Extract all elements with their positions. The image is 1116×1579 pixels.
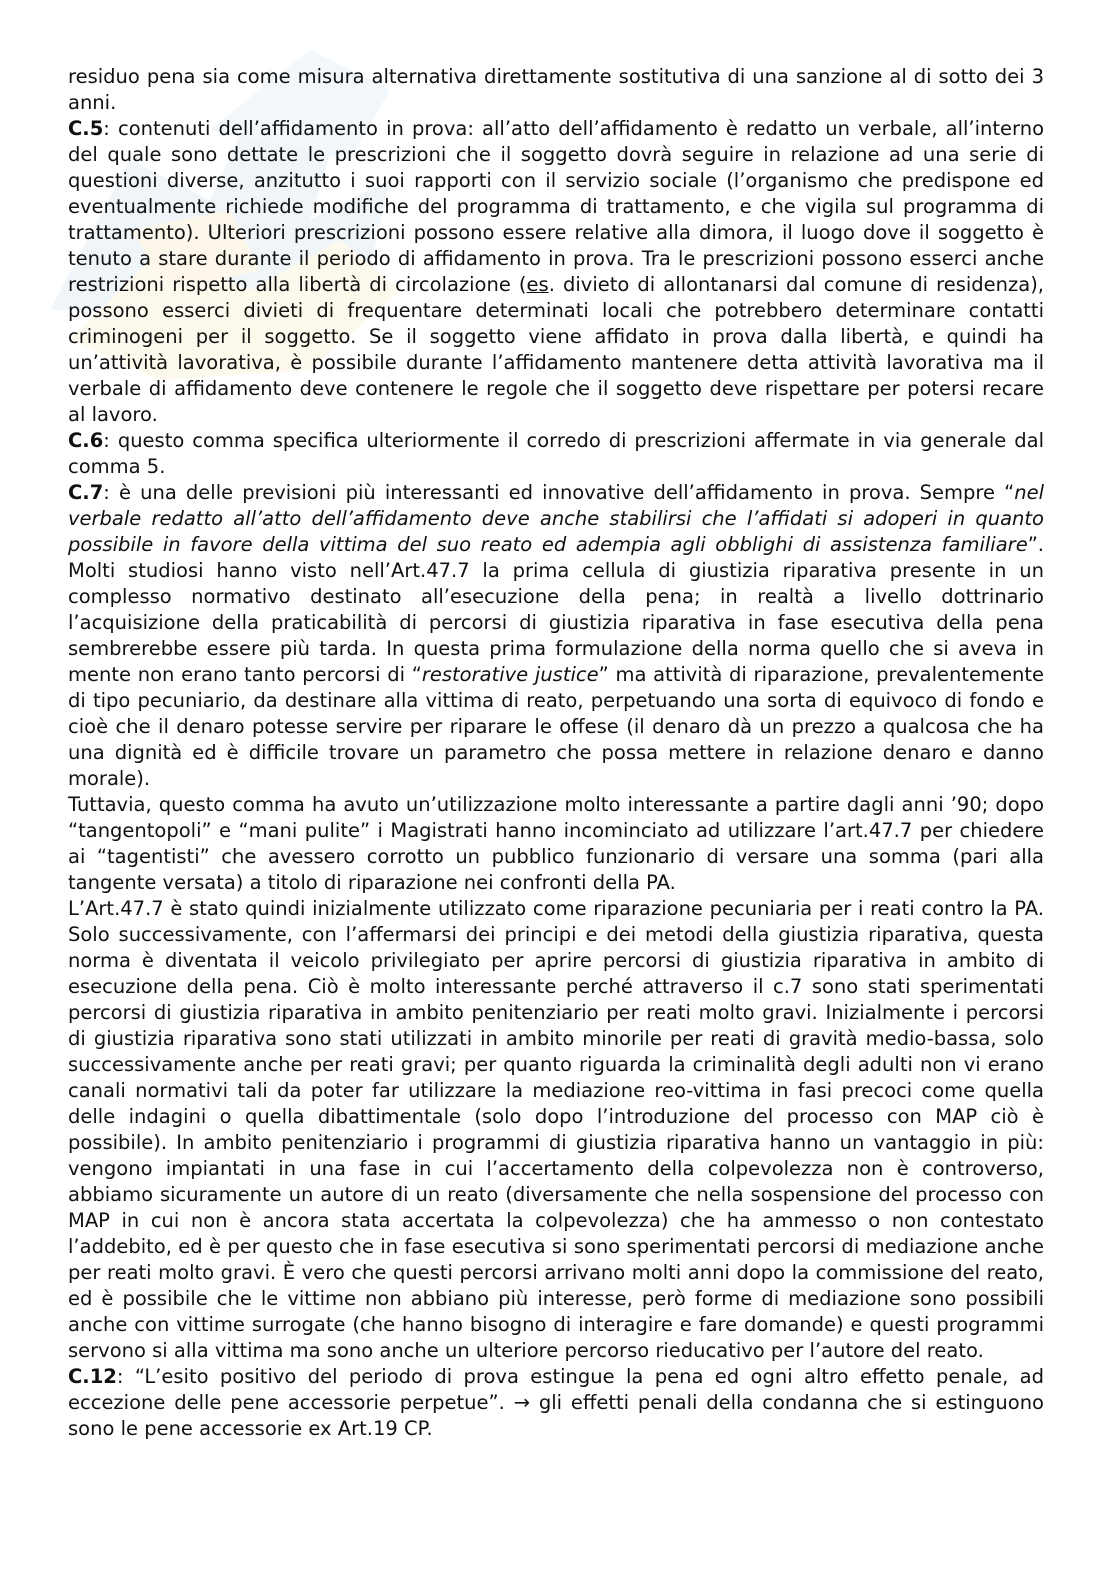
paragraph-art47: L’Art.47.7 è stato quindi inizialmente utilizzato come riparazione pecuniaria per i reati contro la PA. Solo successivamente, con l’affermarsi dei principi e dei metodi della giustizia riparativa, questa norma è diventata il veicolo privilegiato per aprire percorsi di giustizia riparativa in ambito di esecuzione della pena. Ciò è molto interessante perché attraverso il c.7 sono stati sperimentati percorsi di giustizia riparativa in ambito penitenziario per reati molto gravi. Inizialmente i percorsi di giustizia riparativa sono stati utilizzati in ambito minorile per reati di gravità medio-bassa, solo successivamente anche per reati gravi; per quanto riguarda la criminalità degli adulti non vi erano canali normativi tali da poter far utilizzare la mediazione reo-vittima in fasi precoci come quella delle indagini o quella dibattimentale (solo dopo l’introduzione del processo con MAP ciò è possibile). In ambito penitenziario i programmi di giustizia riparativa hanno un vantaggio in più: vengono impiantati in una fase in cui l’accertamento della colpevolezza non è controverso, abbiamo sicuramente un autore di un reato (diversamente che nella sospensione del processo con MAP in cui non è ancora stata accertata la colpevolezza) che ha ammesso o non contestato l’addebito, ed è per questo che in fase esecutiva si sono sperimentati percorsi di mediazione anche per reati molto gravi. È vero che questi percorsi arrivano molti anni dopo la commissione del reato, ed è possibile che le vittime non abbiano più interesse, però forme di mediazione sono possibili anche con vittime surrogate (che hanno bisogno di interagire e fare domande) e questi programmi servono si alla vittima ma sono anche un ulteriore percorso rieducativo per l’autore del reato. (68, 897, 1044, 1362)
document-body (68, 64, 1044, 1442)
comma-label-c6: C.6 (68, 429, 104, 452)
paragraph-c5 (68, 116, 1044, 428)
c7-text-part3: ” ma attività di riparazione, prevalentemente di tipo pecuniario, da destinare alla vittima di reato, perpetuando una sorta di equivoco di fondo e cioè che il denaro potesse servire per riparare le offese (il denaro dà un prezzo a qualcosa che ha una dignità ed è difficile trovare un parametro che possa mettere in relazione denaro e danno morale). (68, 663, 1045, 790)
paragraph-c12 (68, 1364, 1044, 1442)
c5-text-part2: . divieto di allontanarsi dal comune di residenza), possono esserci divieti di frequentare determinati locali che potrebbero determinare contatti criminogeni per il soggetto. Se il soggetto viene affidato in prova dalla libertà, e quindi ha un’attività lavorativa, è possibile durante l’affidamento mantenere detta attività lavorativa ma il verbale di affidamento deve contenere le regole che il soggetto deve rispettare per potersi recare al lavoro. (68, 273, 1045, 426)
paragraph-c7 (68, 480, 1044, 792)
c7-text-part2: ”. Molti studiosi hanno visto nell’Art.47.7 la prima cellula di giustizia riparativa presente in un complesso normativo destinato all’esecuzione della pena; in realtà a livello dottrinario l’acquisizione della praticabilità di percorsi di giustizia riparativa in fase esecutiva della pena sembrerebbe essere più tarda. In questa prima formulazione della norma quello che si aveva in mente non erano tanto percorsi di “ (68, 533, 1044, 686)
c7-text-part1: : è una delle previsioni più interessanti ed innovative dell’affidamento in prova. Sempre “ (103, 481, 1015, 504)
comma-label-c12: C.12 (68, 1365, 117, 1388)
c12-text-part1: : “L’esito positivo del periodo di prova estingue la pena ed ogni altro effetto penale, ad eccezione delle pene accessorie perpetue”. (68, 1365, 1044, 1414)
paragraph-c6 (68, 428, 1044, 480)
c7-quote: nel verbale redatto all’atto dell’affidamento deve anche stabilirsi che l’affidati si adoperi in quanto possibile in favore della vittima del suo reato ed adempia agli obblighi di assistenza familiare (68, 481, 1044, 556)
paragraph-intro: residuo pena sia come misura alternativa direttamente sostitutiva di una sanzione al di sotto dei 3 anni. (68, 65, 1044, 114)
comma-label-c5: C.5 (68, 117, 104, 140)
c12-text-part2: gli effetti penali della condanna che si estinguono sono le pene accessorie ex Art.19 CP. (68, 1391, 1044, 1440)
c5-text-part1: : contenuti dell’affidamento in prova: all’atto dell’affidamento è redatto un verbale, all’interno del quale sono dettate le prescrizioni che il soggetto dovrà seguire in relazione ad una serie di questioni diverse, anzitutto i suoi rapporti con il servizio sociale (l’organismo che predispone ed eventualmente richiede modifiche del programma di trattamento, e che vigila sul programma di trattamento). Ulteriori prescrizioni possono essere relative alla dimora, il luogo dove il soggetto è tenuto a stare durante il periodo di affidamento in prova. Tra le prescrizioni possono esserci anche restrizioni rispetto alla libertà di circolazione ( (68, 117, 1044, 296)
c5-es-abbrev: es (526, 273, 549, 296)
arrow-icon: → (513, 1391, 531, 1414)
paragraph-tuttavia: Tuttavia, questo comma ha avuto un’utilizzazione molto interessante a partire dagli anni ’90; dopo “tangentopoli” e “mani pulite” i Magistrati hanno incominciato ad utilizzare l’art.47.7 per chiedere ai “tagentisti” che avessero corrotto un pubblico funzionario di versare una somma (pari alla tangente versata) a titolo di riparazione nei confronti della PA. (68, 793, 1044, 894)
comma-label-c7: C.7 (68, 481, 104, 504)
c7-restorative-justice: restorative justice (421, 663, 599, 686)
c6-text: : questo comma specifica ulteriormente il corredo di prescrizioni affermate in via generale dal comma 5. (68, 429, 1044, 478)
